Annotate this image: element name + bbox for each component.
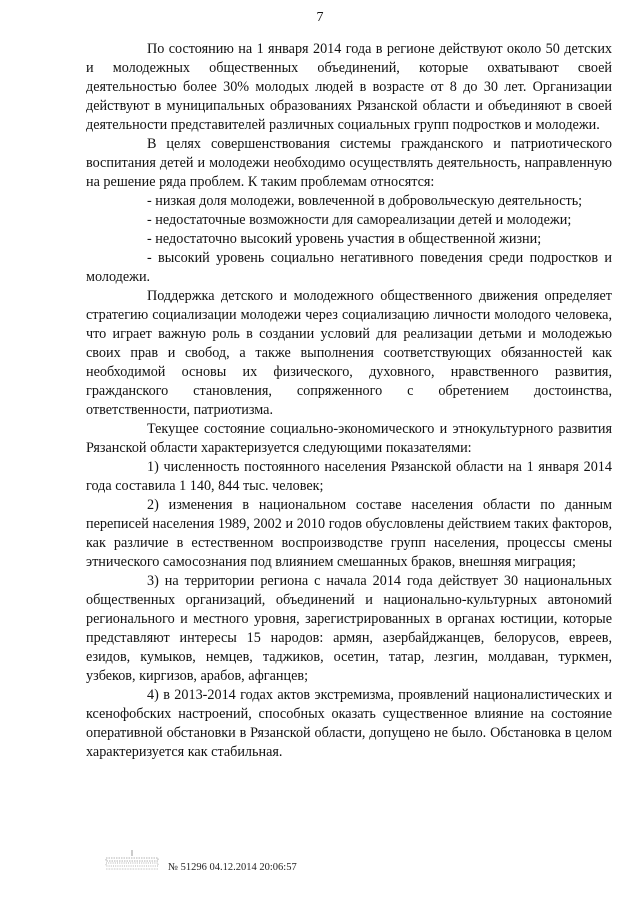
page-number: 7: [316, 10, 324, 25]
indicator-item: 4) в 2013-2014 годах актов экстремизма, проявлений националистических и ксенофобских настроений, способных оказать существенное влияние на состояние оперативной обстановки в Рязанской области, допущено не было. Обстановка в целом характеризуется как стабильная.: [86, 687, 612, 760]
problem-item: - высокий уровень социально негативного поведения среди подростков и молодежи.: [86, 250, 612, 285]
problem-item: - недостаточные возможности для самореализации детей и молодежи;: [147, 212, 572, 228]
indicator-item: 2) изменения в национальном составе населения области по данным переписей населения 1989, 2002 и 2010 годов обусловлены действием таких факторов, как различие в естественном воспроизводстве групп населения, процессы смены этнического самосознания под влиянием смешанных браков, внешняя миграция;: [86, 497, 612, 570]
paragraph-problems-intro: В целях совершенствования системы гражданского и патриотического воспитания детей и молодежи необходимо осуществлять деятельность, направленную на решение ряда проблем. К таким проблемам относятся:: [86, 136, 612, 190]
paragraph-organizations: По состоянию на 1 января 2014 года в регионе действуют около 50 детских и молодежных общественных объединений, которые охватывают своей деятельностью более 30% молодых людей в возрасте от 8 до 30 лет. Организации действуют в муниципальных образованиях Рязанской области и объединяют в своей деятельности представителей различных социальных групп подростков и молодежи.: [86, 41, 612, 133]
indicator-item: 3) на территории региона с начала 2014 года действует 30 национальных общественных организаций, объединений и национально-культурных автономий регионального и местного уровня, зарегистрированных в органах юстиции, которые представляют интересы 15 народов: армян, азербайджанцев, белорусов, евреев, езидов, кумыков, немцев, таджиков, осетин, татар, лезгин, молдаван, туркмен, узбеков, киргизов, арабов, афганцев;: [86, 573, 612, 684]
document-body: [86, 40, 612, 762]
paragraph-support: Поддержка детского и молодежного общественного движения определяет стратегию социализации молодежи через социализацию личности молодого человека, что играет важную роль в создании условий для реализации детьми и молодежью своих прав и свобод, а также выполнения соответствующих обязанностей как необходимой основы их физического, духовного, нравственного развития, гражданского становления, сопряженного с обретением достоинства, ответственности, патриотизма.: [86, 288, 612, 418]
document-footer: [104, 844, 604, 876]
registration-number: № 51296 04.12.2014 20:06:57: [168, 862, 297, 873]
barcode-stamp-icon: [104, 844, 162, 874]
paragraph-indicators-intro: Текущее состояние социально-экономического и этнокультурного развития Рязанской области характеризуется следующими показателями:: [86, 421, 612, 456]
problem-item: - низкая доля молодежи, вовлеченной в добровольческую деятельность;: [147, 193, 583, 209]
problem-item: - недостаточно высокий уровень участия в общественной жизни;: [147, 231, 542, 247]
indicator-item: 1) численность постоянного населения Рязанской области на 1 января 2014 года составила 1 140, 844 тыс. человек;: [86, 459, 612, 494]
